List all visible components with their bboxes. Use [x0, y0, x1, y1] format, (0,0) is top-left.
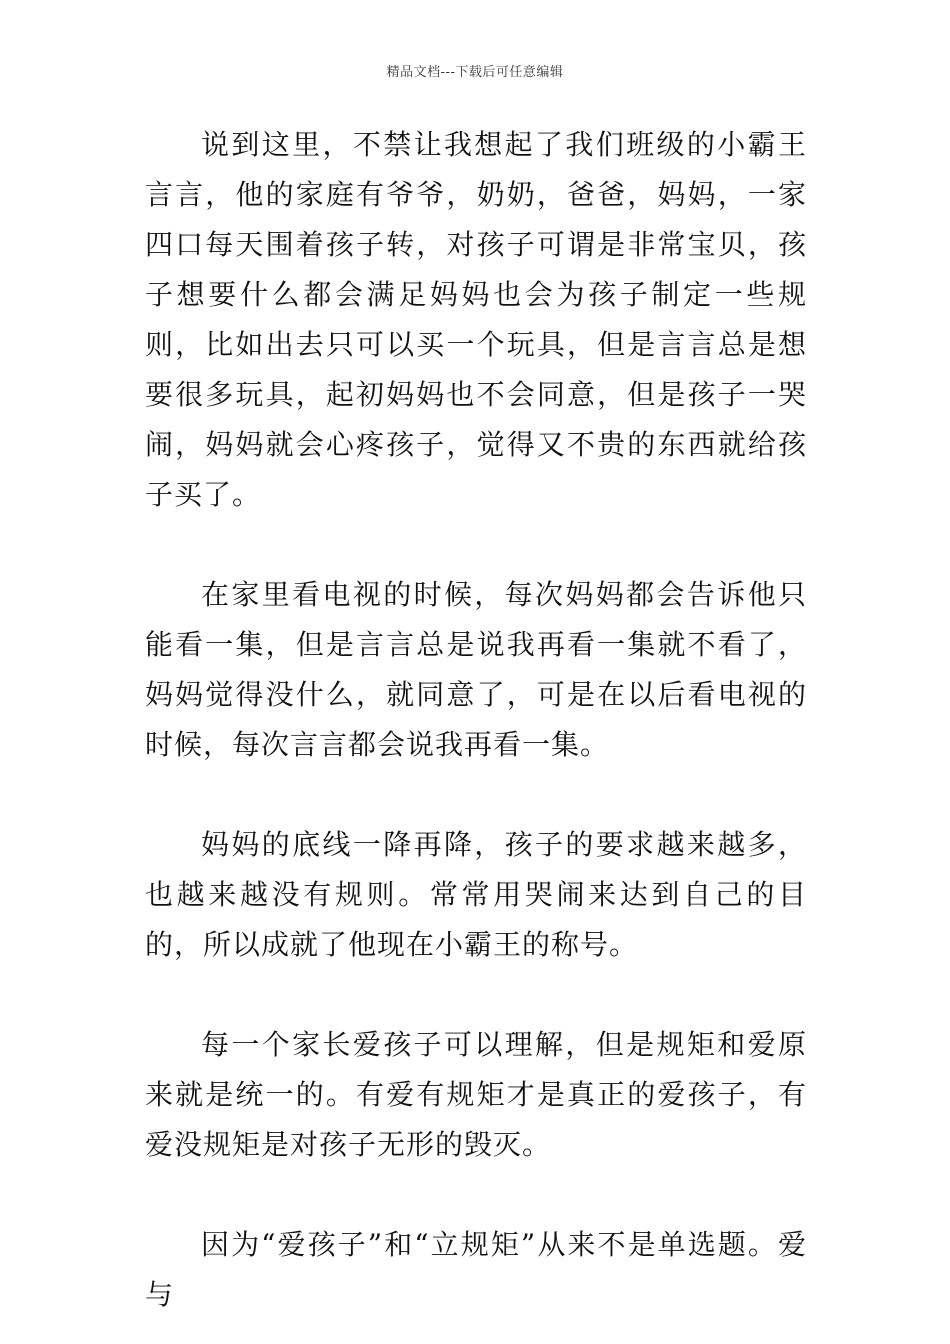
document-body [145, 120, 807, 1320]
paragraph-2: 在家里看电视的时候，每次妈妈都会告诉他只能看一集，但是言言总是说我再看一集就不看了，妈妈觉得没什么，就同意了，可是在以后看电视的时候，每次言言都会说我再看一集。 [145, 578, 807, 761]
page-header: 精品文档---下载后可任意编辑 [386, 65, 564, 80]
paragraph-5: 因为“爱孩子”和“立规矩”从来不是单选题。爱与 [145, 1228, 807, 1311]
paragraph-3: 妈妈的底线一降再降，孩子的要求越来越多，也越来越没有规则。常常用哭闹来达到自己的目的，所以成就了他现在小霸王的称号。 [145, 828, 807, 961]
paragraph-1: 说到这里，不禁让我想起了我们班级的小霸王言言，他的家庭有爷爷，奶奶，爸爸，妈妈，一家四口每天围着孩子转，对孩子可谓是非常宝贝，孩子想要什么都会满足妈妈也会为孩子制定一些规则，比如出去只可以买一个玩具，但是言言总是想要很多玩具，起初妈妈也不会同意，但是孩子一哭闹，妈妈就会心疼孩子，觉得又不贵的东西就给孩子买了。 [145, 128, 807, 511]
paragraph-4: 每一个家长爱孩子可以理解，但是规矩和爱原来就是统一的。有爱有规矩才是真正的爱孩子，有爱没规矩是对孩子无形的毁灭。 [145, 1028, 807, 1161]
